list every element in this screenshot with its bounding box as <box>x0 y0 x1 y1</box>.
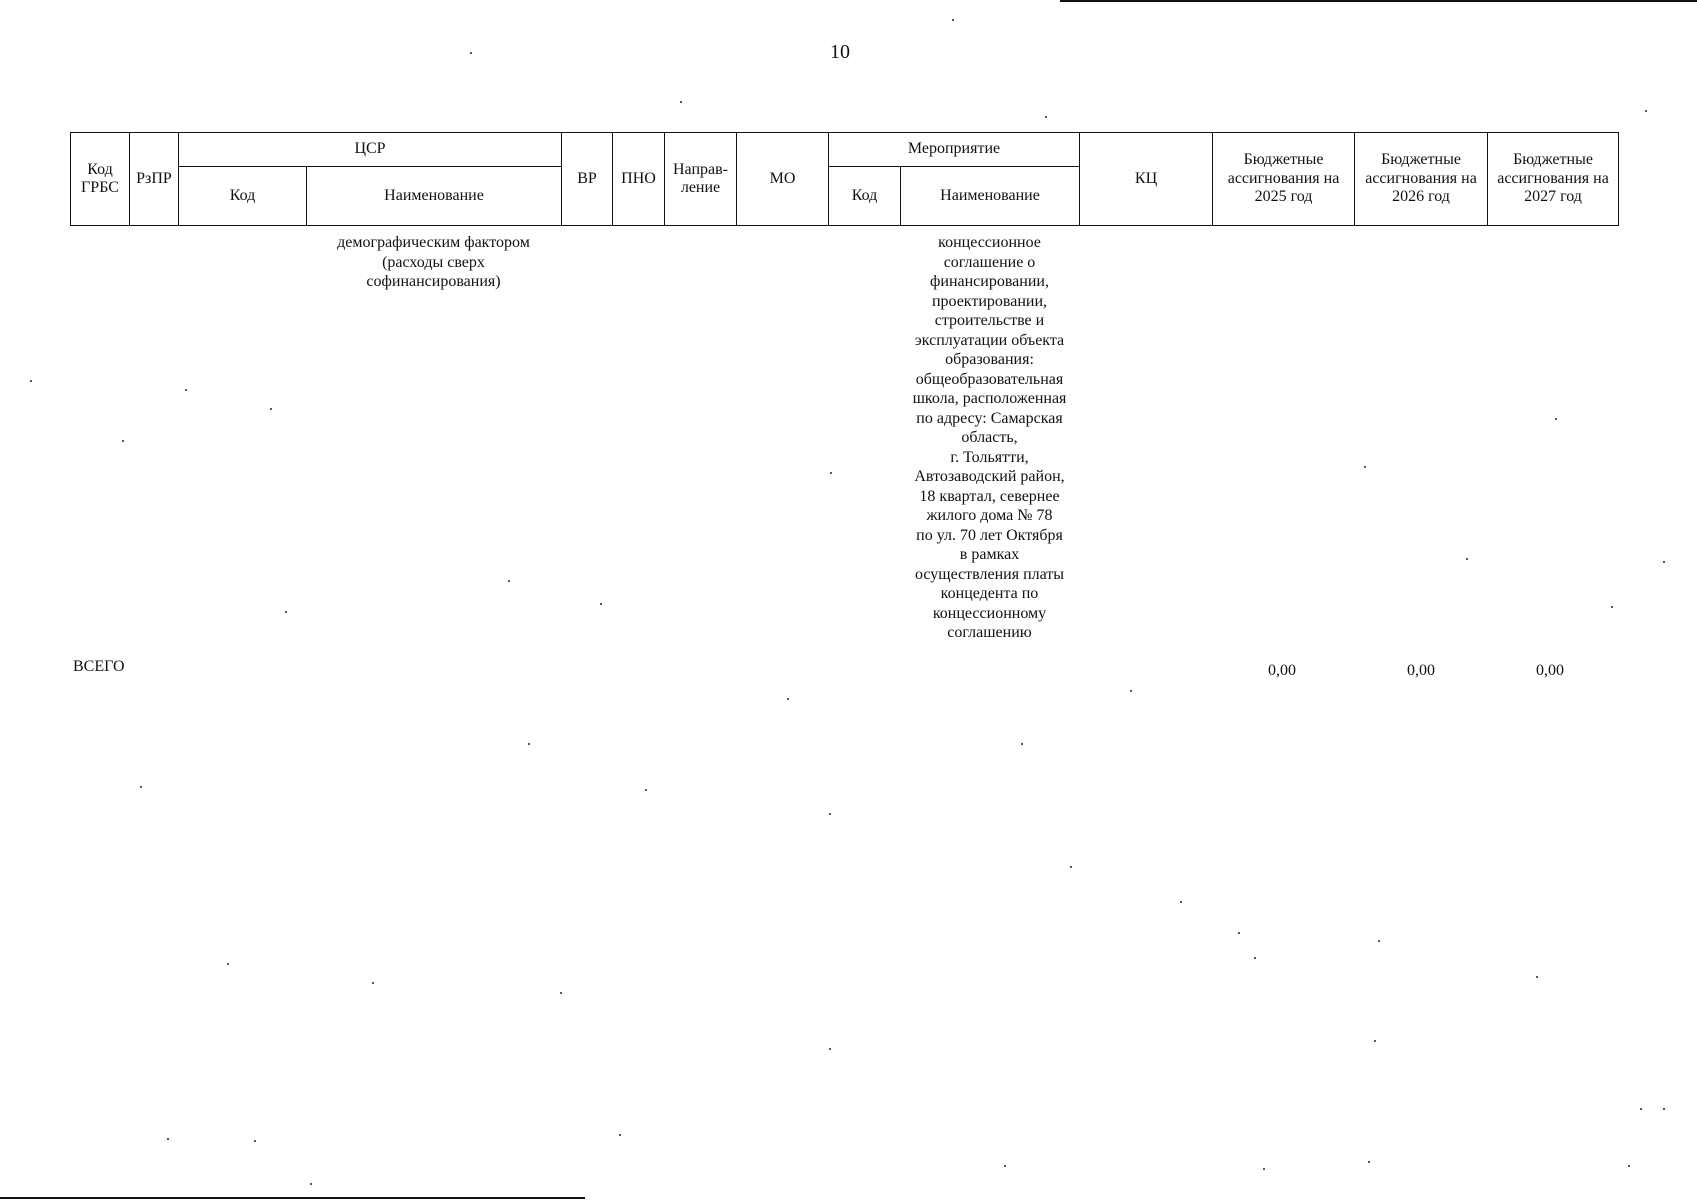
scan-speck <box>1238 932 1240 934</box>
scan-speck <box>285 611 287 613</box>
header-pno: ПНО <box>613 133 665 226</box>
page-number: 10 <box>830 41 850 63</box>
header-meropriyatie: Мероприятие <box>829 133 1080 167</box>
scan-speck <box>470 52 472 54</box>
scan-speck <box>167 1138 169 1140</box>
header-budget-2025: Бюджетные ассигнования на 2025 год <box>1213 133 1355 226</box>
header-kod-grbs: Код ГРБС <box>71 133 130 226</box>
scan-speck <box>254 1140 256 1142</box>
scan-speck <box>1536 976 1538 978</box>
scan-speck <box>1070 866 1072 868</box>
total-2026: 0,00 <box>1407 662 1435 679</box>
scan-speck <box>952 19 954 21</box>
scan-speck <box>645 789 647 791</box>
budget-table-header <box>70 132 1619 226</box>
scan-speck <box>122 440 124 442</box>
header-csr-name: Наименование <box>307 167 562 226</box>
total-label: ВСЕГО <box>73 658 125 675</box>
header-napravlenie: Направ- ление <box>665 133 737 226</box>
total-2027: 0,00 <box>1536 662 1564 679</box>
scan-speck <box>1628 1165 1630 1167</box>
event-name-continuation: концессионное соглашение о финансировании, проектировании, строительстве и эксплуатации объекта образования: общеобразовательная школа, расположенная по адресу: Самарская область, г. Тольятти, Автозаводский район, 18 квартал, севернее жилого дома № 78 по ул. 70 лет Октября в рамках осуществления платы концедента по концессионному соглашению <box>912 234 1067 641</box>
scan-speck <box>1263 1168 1265 1170</box>
scan-speck <box>1663 561 1665 563</box>
scan-speck <box>1378 940 1380 942</box>
scan-speck <box>787 698 789 700</box>
header-mo: МО <box>737 133 829 226</box>
header-budget-2026: Бюджетные ассигнования на 2026 год <box>1355 133 1488 226</box>
header-kc: КЦ <box>1080 133 1213 226</box>
header-budget-2027: Бюджетные ассигнования на 2027 год <box>1488 133 1619 226</box>
header-vr: ВР <box>562 133 613 226</box>
scan-speck <box>1364 466 1366 468</box>
header-csr-kod: Код <box>179 167 307 226</box>
scan-speck <box>829 1048 831 1050</box>
scan-speck <box>1374 1040 1376 1042</box>
scan-speck <box>1045 116 1047 118</box>
scan-speck <box>1640 1108 1642 1110</box>
scan-speck <box>680 101 682 103</box>
scan-speck <box>1663 1108 1665 1110</box>
scan-speck <box>30 380 32 382</box>
scan-speck <box>1645 110 1647 112</box>
scan-speck <box>528 743 530 745</box>
scan-speck <box>227 963 229 965</box>
header-mer-kod: Код <box>829 167 901 226</box>
top-edge-line <box>1060 0 1697 2</box>
scan-speck <box>140 786 142 788</box>
header-mer-name: Наименование <box>901 167 1080 226</box>
bottom-edge-line <box>0 1197 585 1199</box>
scan-speck <box>560 992 562 994</box>
csr-name-continuation: демографическим фактором (расходы сверх софинансирования) <box>337 234 530 290</box>
scan-speck <box>508 580 510 582</box>
scan-speck <box>1130 690 1132 692</box>
scan-speck <box>1611 606 1613 608</box>
scan-speck <box>1254 957 1256 959</box>
header-rzpr: РзПР <box>130 133 179 226</box>
scan-speck <box>1368 1161 1370 1163</box>
scan-speck <box>1180 901 1182 903</box>
scan-speck <box>830 472 832 474</box>
scan-speck <box>619 1134 621 1136</box>
scan-speck <box>1466 558 1468 560</box>
scan-speck <box>372 982 374 984</box>
header-csr: ЦСР <box>179 133 562 167</box>
scan-speck <box>1004 1165 1006 1167</box>
scan-speck <box>310 1183 312 1185</box>
total-2025: 0,00 <box>1268 662 1296 679</box>
scan-speck <box>829 813 831 815</box>
scan-speck <box>600 603 602 605</box>
scan-speck <box>185 389 187 391</box>
scan-speck <box>270 408 272 410</box>
scan-speck <box>1021 743 1023 745</box>
scan-speck <box>1555 418 1557 420</box>
